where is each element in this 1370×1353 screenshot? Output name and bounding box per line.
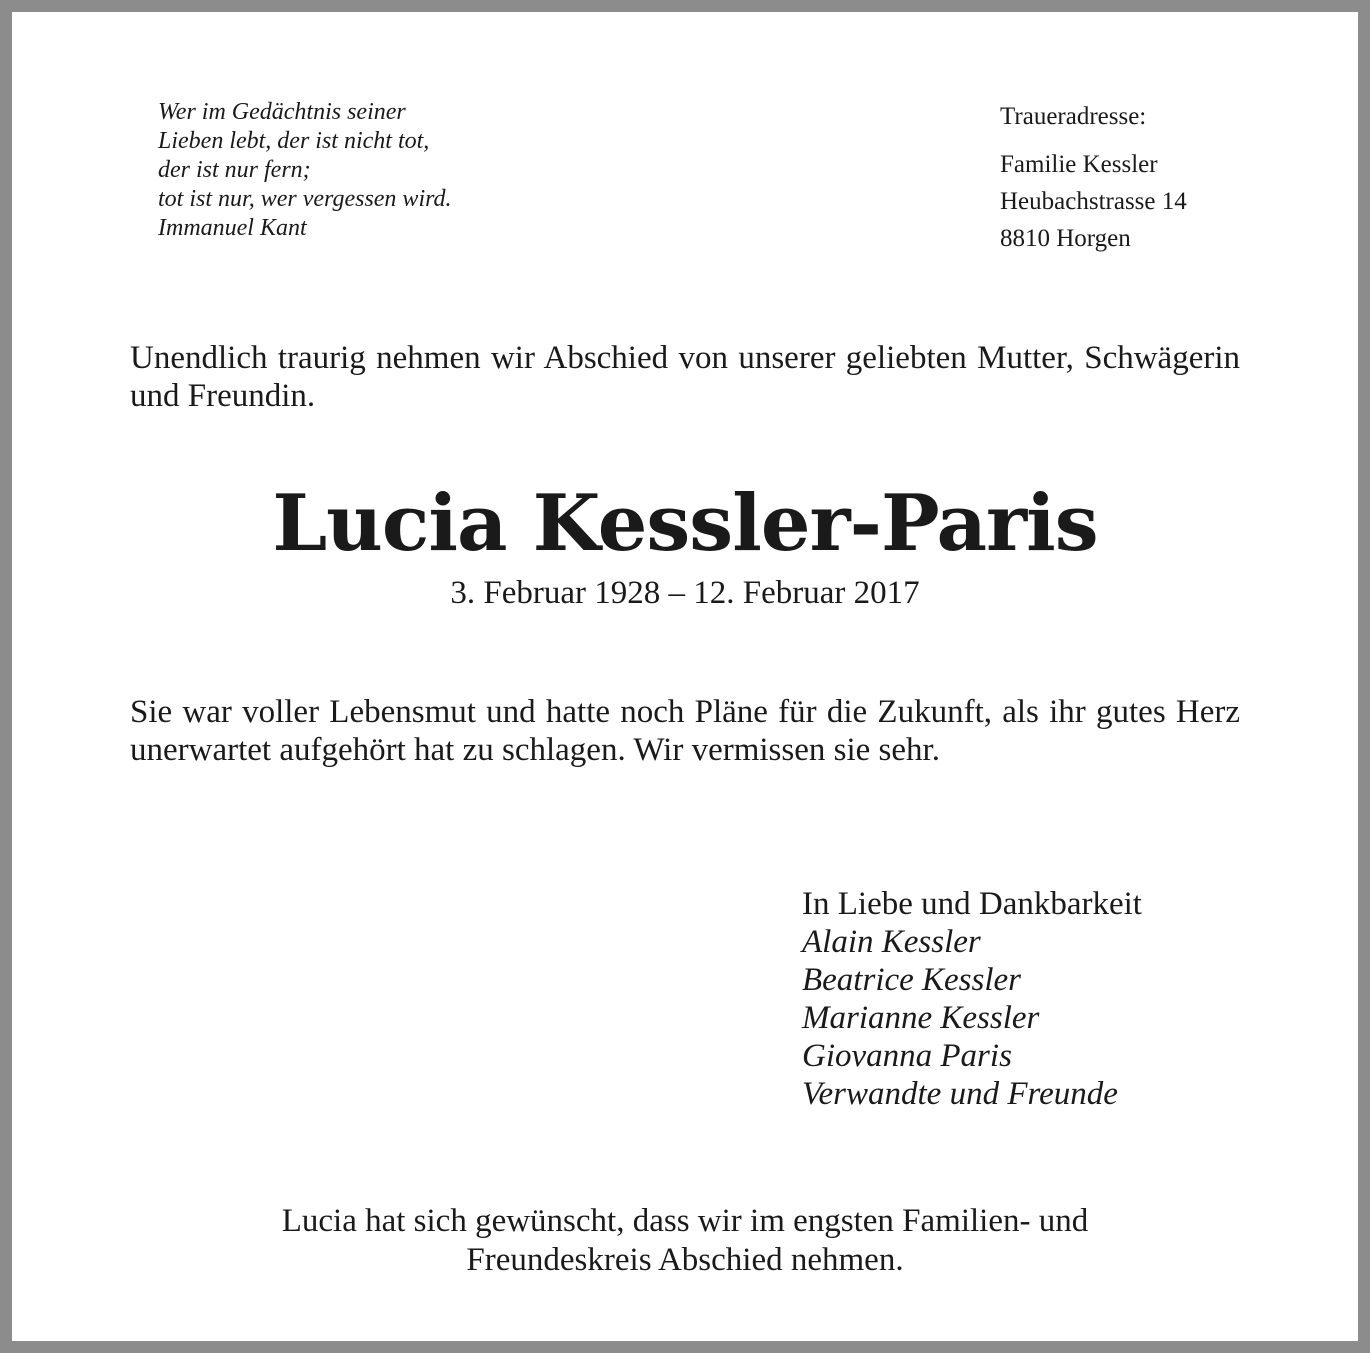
deceased-name: Lucia Kessler-Paris xyxy=(272,478,1098,569)
quote-line: Lieben lebt, der ist nicht tot, xyxy=(158,128,430,154)
mourner-name: Verwandte und Freunde xyxy=(802,1076,1118,1112)
message-paragraph: Sie war voller Lebensmut und hatte noch Pläne für die Zukunft, als ihr gutes Herz unerwartet aufgehört hat zu schlagen. Wir vermissen sie sehr. xyxy=(130,694,1240,768)
mourner-name: Marianne Kessler xyxy=(802,1000,1040,1036)
mourning-address xyxy=(1000,98,1187,257)
closing-line: Lucia hat sich gewünscht, dass wir im engsten Familien- und xyxy=(281,1203,1089,1239)
mourner-name: Giovanna Paris xyxy=(802,1038,1012,1074)
signoff xyxy=(802,885,1142,1113)
quote-line: der ist nur fern; xyxy=(158,157,311,183)
mourner-name: Beatrice Kessler xyxy=(802,962,1022,998)
signoff-heading: In Liebe und Dankbarkeit xyxy=(802,886,1142,922)
life-dates: 3. Februar 1928 – 12. Februar 2017 xyxy=(450,575,920,611)
intro-paragraph: Unendlich traurig nehmen wir Abschied von unserer geliebten Mutter, Schwägerin und Freundin. xyxy=(130,340,1240,414)
quote-author: Immanuel Kant xyxy=(158,215,307,241)
address-label: Traueradresse: xyxy=(1000,103,1147,130)
obituary-notice xyxy=(12,12,1358,1341)
address-line: Heubachstrasse 14 xyxy=(1000,188,1187,215)
closing-note xyxy=(12,1202,1358,1280)
memorial-quote xyxy=(158,98,452,243)
mourner-name: Alain Kessler xyxy=(802,924,981,960)
address-line: Familie Kessler xyxy=(1000,151,1158,178)
quote-line: tot ist nur, wer vergessen wird. xyxy=(158,186,452,212)
address-line: 8810 Horgen xyxy=(1000,225,1131,252)
quote-line: Wer im Gedächtnis seiner xyxy=(158,99,406,125)
closing-line: Freundeskreis Abschied nehmen. xyxy=(466,1242,904,1278)
